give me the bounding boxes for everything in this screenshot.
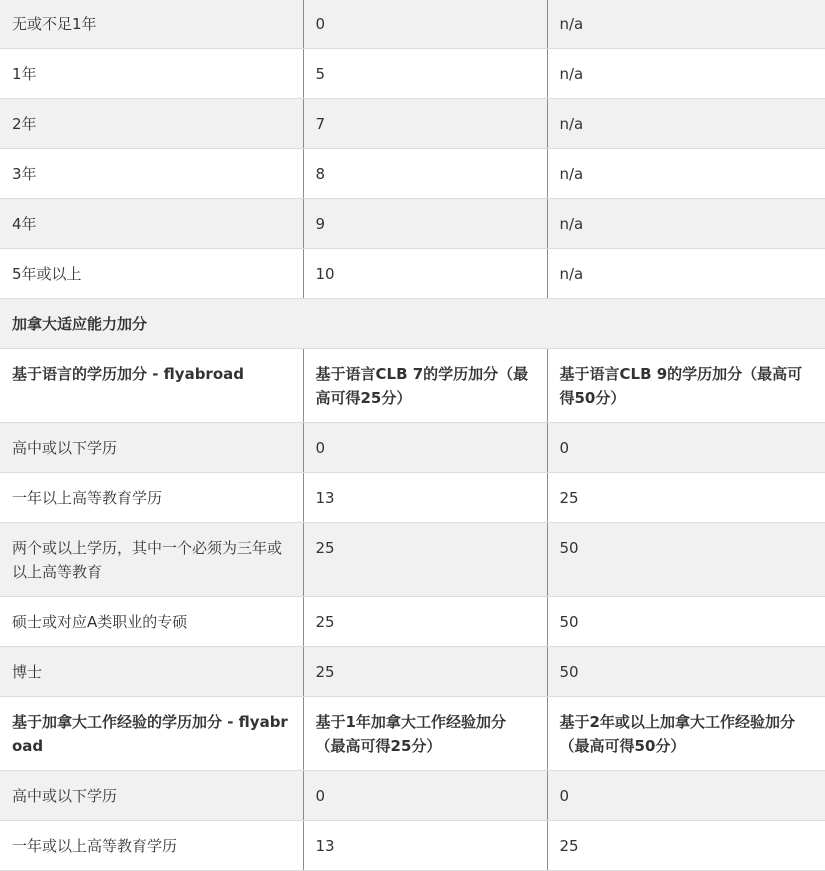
table-cell-value: 8 [303, 149, 547, 199]
table-cell-value: n/a [547, 199, 825, 249]
column-header: 基于语言的学历加分 - flyabroad [0, 349, 303, 423]
table-cell-label: 4年 [0, 199, 303, 249]
table-cell-value: 5 [303, 49, 547, 99]
table-row [0, 523, 825, 597]
table-cell-value: 13 [303, 473, 547, 523]
table-cell-value: 0 [547, 423, 825, 473]
table-cell-label: 3年 [0, 149, 303, 199]
table-row [0, 771, 825, 821]
table-cell-value: n/a [547, 249, 825, 299]
column-header: 基于语言CLB 9的学历加分（最高可得50分） [547, 349, 825, 423]
table-row [0, 423, 825, 473]
table-cell-label: 博士 [0, 647, 303, 697]
table-cell-label: 两个或以上学历，其中一个必须为三年或以上高等教育 [0, 523, 303, 597]
table-cell-label: 高中或以下学历 [0, 771, 303, 821]
table-cell-label: 2年 [0, 99, 303, 149]
table-cell-value: 7 [303, 99, 547, 149]
table-cell-value: 10 [303, 249, 547, 299]
table-cell-value: n/a [547, 99, 825, 149]
table-row [0, 0, 825, 49]
column-header: 基于2年或以上加拿大工作经验加分（最高可得50分） [547, 697, 825, 771]
column-header: 基于加拿大工作经验的学历加分 - flyabroad [0, 697, 303, 771]
table-row [0, 149, 825, 199]
table-cell-value: 50 [547, 523, 825, 597]
table-cell-value: 25 [303, 597, 547, 647]
table-row [0, 821, 825, 871]
header-row [0, 349, 825, 423]
table-cell-label: 无或不足1年 [0, 0, 303, 49]
table-row [0, 473, 825, 523]
header-row [0, 697, 825, 771]
table-cell-label: 高中或以下学历 [0, 423, 303, 473]
section-title: 加拿大适应能力加分 [0, 299, 825, 349]
table-cell-label: 硕士或对应A类职业的专硕 [0, 597, 303, 647]
table-cell-value: 50 [547, 597, 825, 647]
table-cell-value: 25 [547, 821, 825, 871]
table-row [0, 249, 825, 299]
table-cell-value: 0 [303, 423, 547, 473]
table-cell-value: n/a [547, 149, 825, 199]
table-row [0, 597, 825, 647]
section-row [0, 299, 825, 349]
table-cell-label: 5年或以上 [0, 249, 303, 299]
table-cell-value: 25 [547, 473, 825, 523]
table-cell-value: n/a [547, 0, 825, 49]
table-cell-value: 25 [303, 523, 547, 597]
table-cell-value: 0 [547, 771, 825, 821]
table-row [0, 199, 825, 249]
table-cell-value: 0 [303, 771, 547, 821]
table-row [0, 99, 825, 149]
table-cell-label: 1年 [0, 49, 303, 99]
table-cell-label: 一年或以上高等教育学历 [0, 821, 303, 871]
table-row [0, 49, 825, 99]
table-cell-value: n/a [547, 49, 825, 99]
table-cell-value: 13 [303, 821, 547, 871]
column-header: 基于语言CLB 7的学历加分（最高可得25分） [303, 349, 547, 423]
table-row [0, 647, 825, 697]
table-cell-value: 50 [547, 647, 825, 697]
column-header: 基于1年加拿大工作经验加分（最高可得25分） [303, 697, 547, 771]
table-cell-label: 一年以上高等教育学历 [0, 473, 303, 523]
table-cell-value: 9 [303, 199, 547, 249]
table-cell-value: 0 [303, 0, 547, 49]
table-cell-value: 25 [303, 647, 547, 697]
